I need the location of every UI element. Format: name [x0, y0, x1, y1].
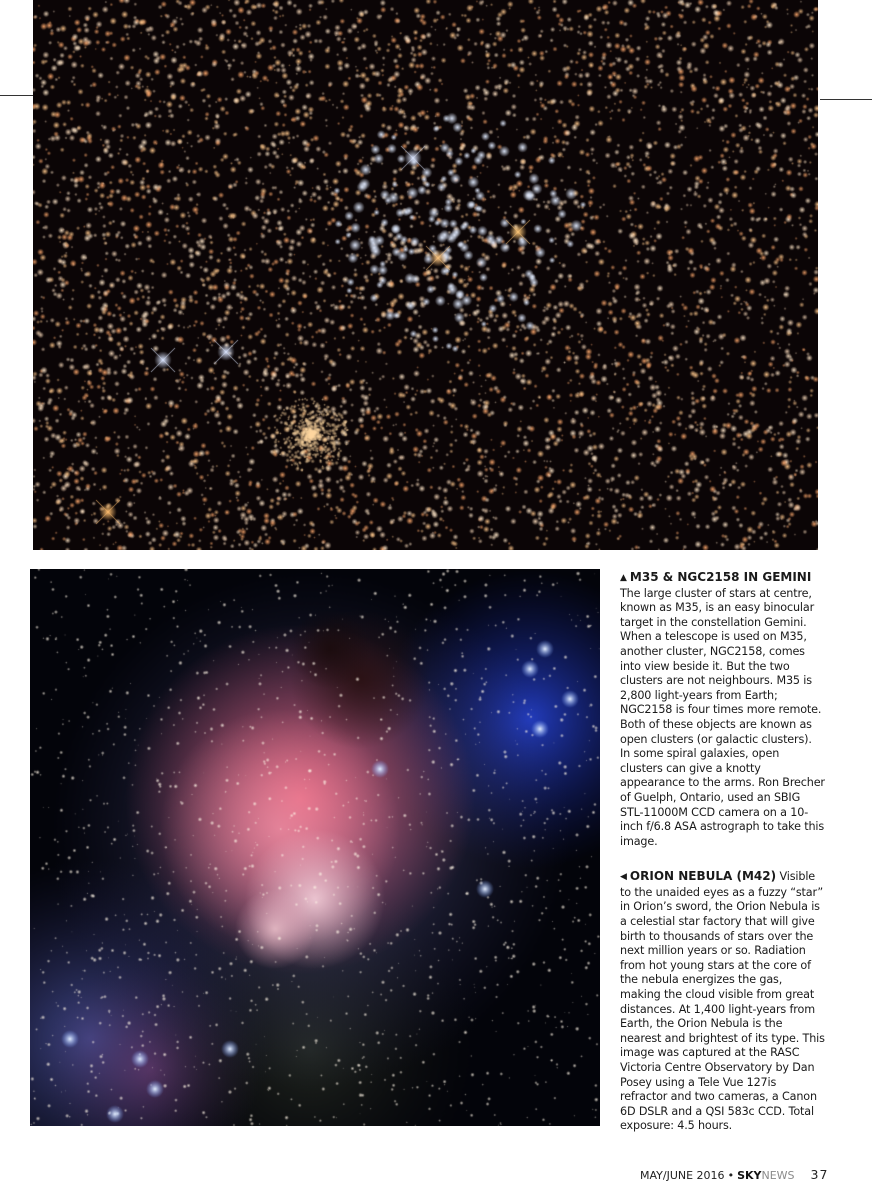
brand-sky: SKY — [737, 1169, 762, 1182]
page-number: 37 — [810, 1167, 829, 1182]
crop-mark-right — [820, 99, 872, 100]
bullet-separator: • — [727, 1169, 735, 1182]
caption-orion-title: ◀ ORION NEBULA (M42) — [620, 869, 777, 884]
caption-orion-body: Visible to the unaided eyes as a fuzzy “star” in Orion’s sword, the Orion Nebula is a celestial star factory that will give birth to thousands of stars over the next million years or so. Radiation from hot young stars at the core of the nebula energizes the gas, making the cloud visible from great distances. At 1,400 light-years from Earth, the Orion Nebula is the nearest and brightest of its type. This image was captured at the RASC Victoria Centre Observatory by Dan Posey using a Tele Vue 127is refractor and two cameras, a Canon 6D DSLR and a QSI 583c CCD. Total exposure: 4.5 hours. — [620, 870, 825, 1133]
captions-column — [620, 570, 825, 1154]
crop-mark-left — [0, 95, 36, 96]
brand-news: NEWS — [761, 1169, 795, 1182]
m35-star-cluster-photo — [33, 0, 818, 550]
caption-m35 — [620, 570, 825, 849]
page-footer — [640, 1167, 828, 1182]
caption-orion — [620, 869, 825, 1134]
issue-date: MAY/JUNE 2016 — [640, 1169, 725, 1182]
caption-m35-body: The large cluster of stars at centre, known as M35, is an easy binocular target in the constellation Gemini. When a telescope is used on M35, another cluster, NGC2158, comes into view beside it. But the two clusters are not neighbours. M35 is 2,800 light-years from Earth; NGC2158 is four times more remote. Both of these objects are known as open clusters (or galactic clusters). In some spiral galaxies, open clusters can give a knotty appearance to the arms. Ron Brecher of Guelph, Ontario, used an SBIG STL-11000M CCD camera on a 10-inch f/6.8 ASA astrograph to take this image. — [620, 586, 825, 848]
arrow-up-icon: ▲ — [620, 573, 627, 583]
orion-photo-canvas — [30, 569, 600, 1126]
m35-photo-canvas — [33, 0, 818, 550]
orion-nebula-photo — [30, 569, 600, 1126]
caption-m35-title: ▲ M35 & NGC2158 IN GEMINI — [620, 570, 812, 584]
arrow-left-icon: ◀ — [620, 872, 627, 883]
